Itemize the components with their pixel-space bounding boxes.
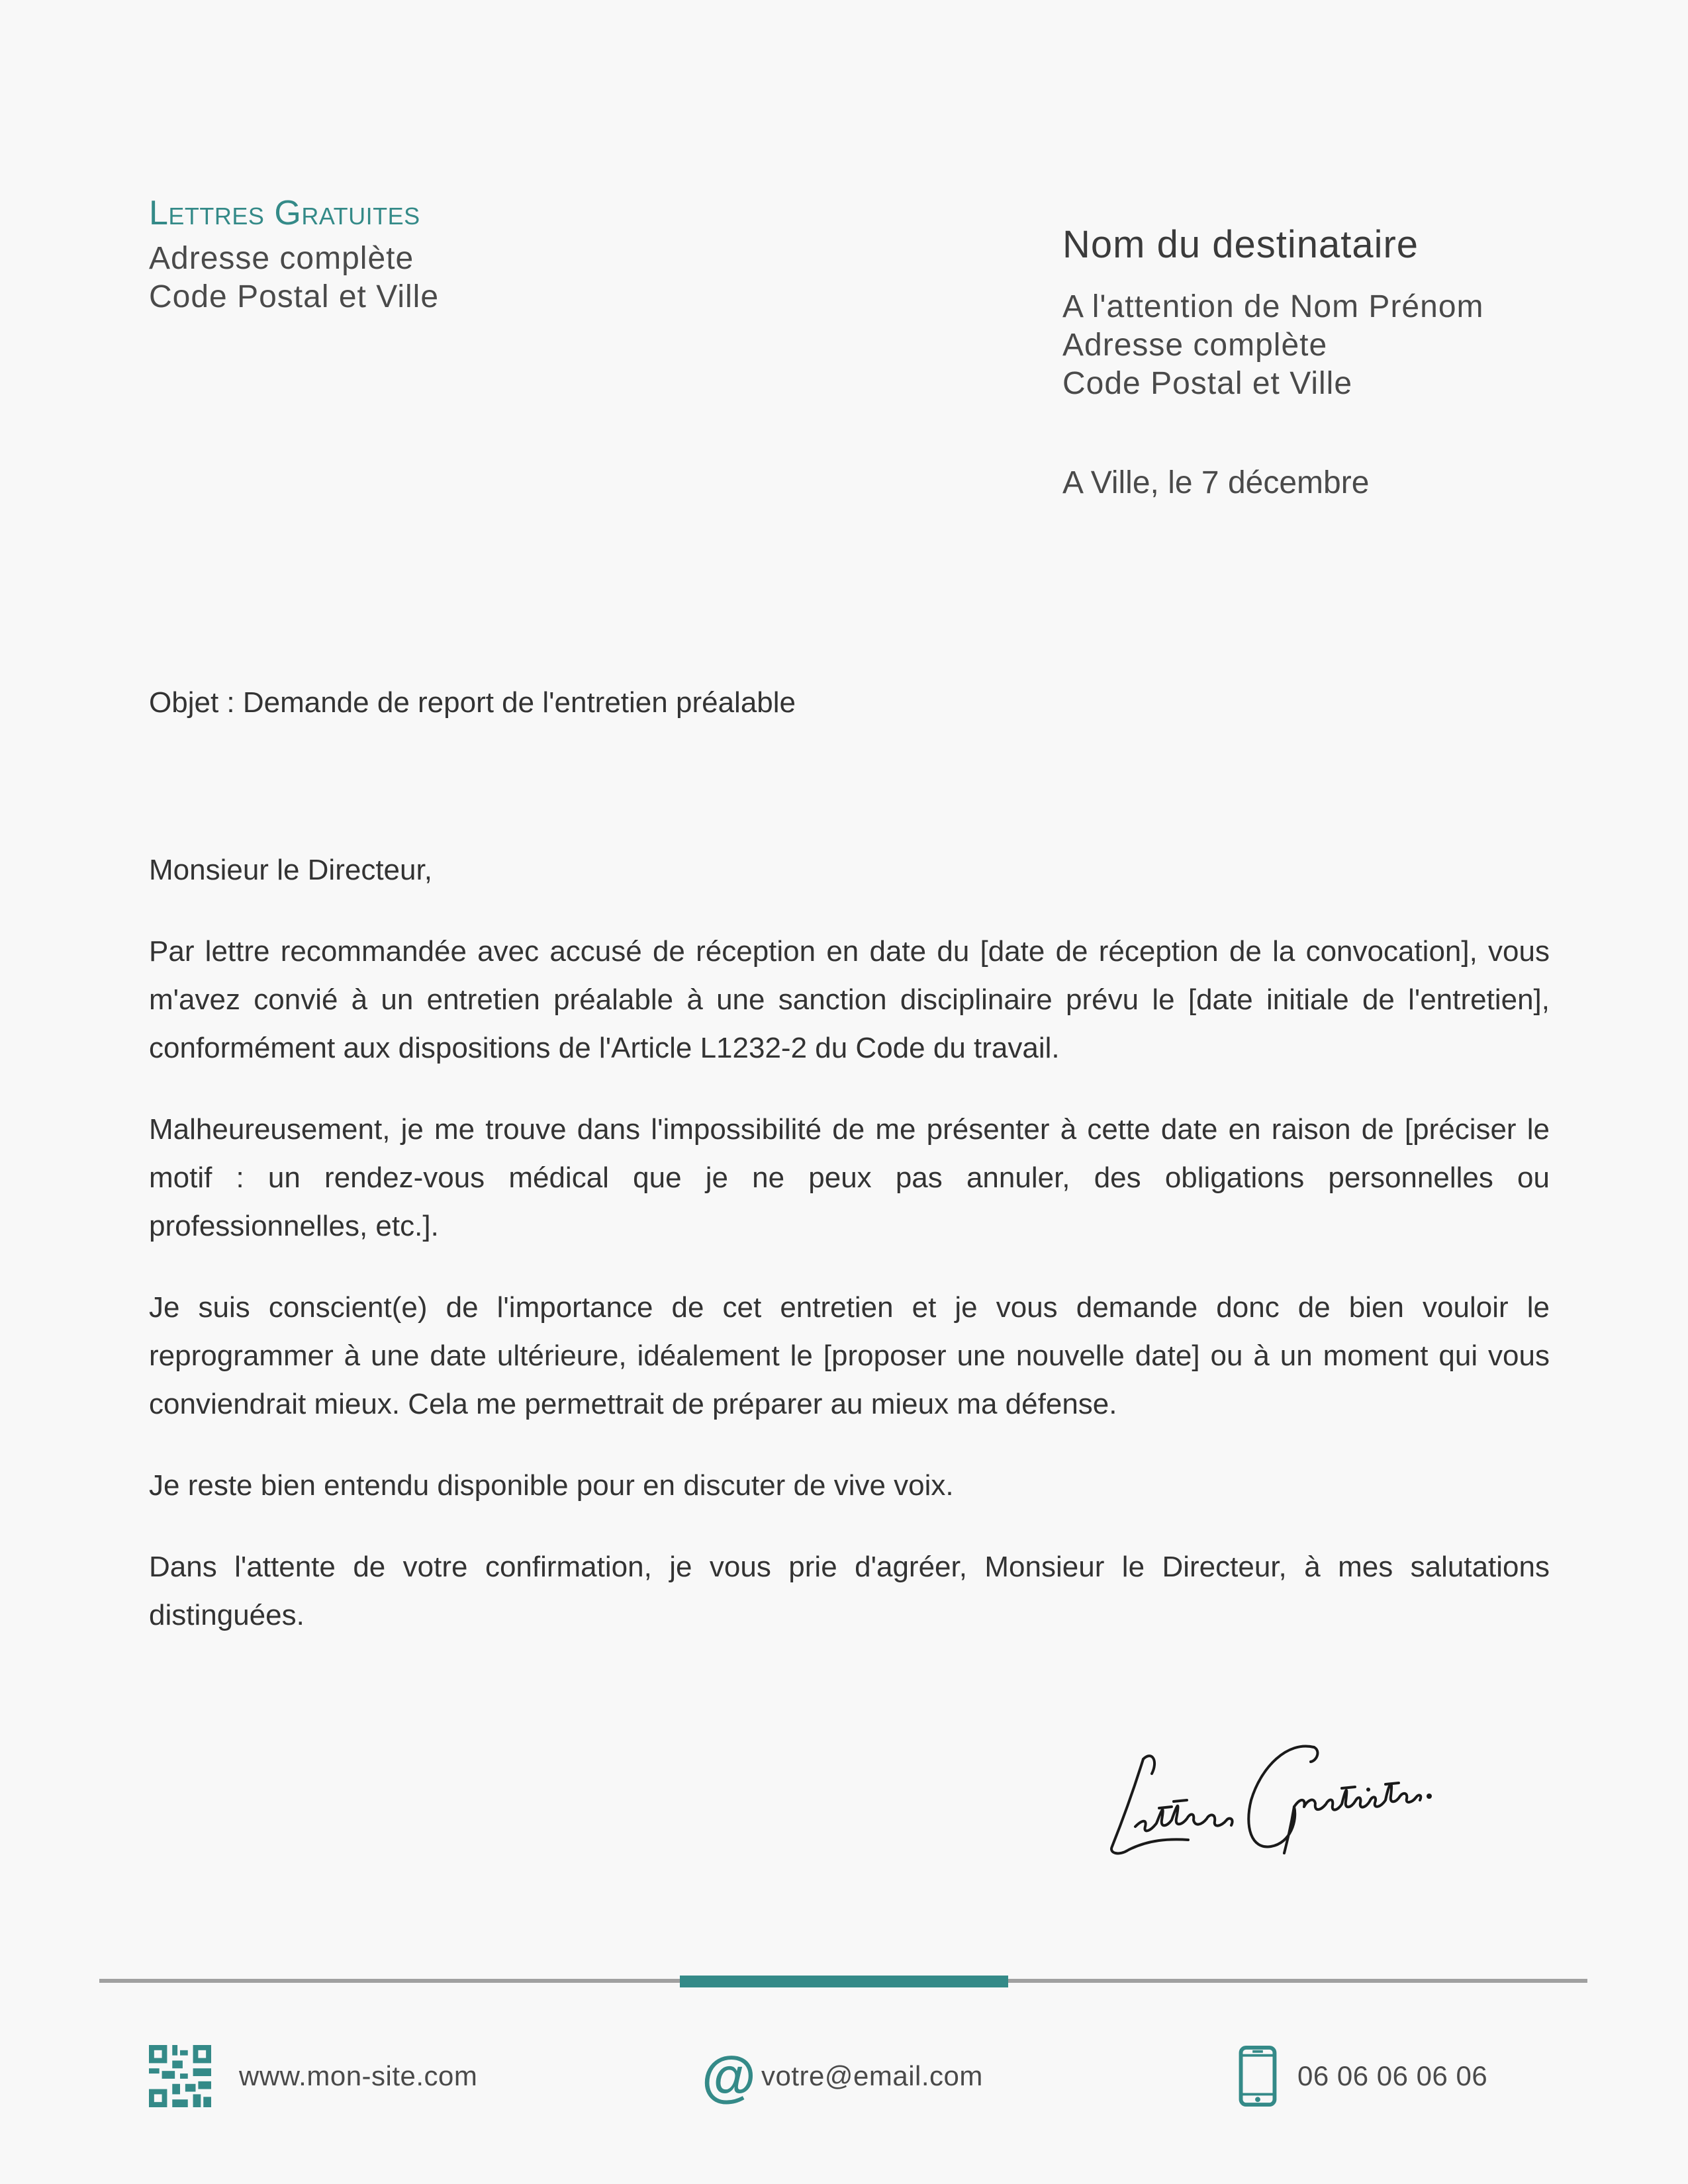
letter-salutation: Monsieur le Directeur, <box>149 854 432 886</box>
footer-website <box>149 2045 477 2107</box>
recipient-address: Adresse complète <box>1062 328 1328 363</box>
at-icon: @ <box>702 2045 756 2107</box>
sender-city: Code Postal et Ville <box>149 279 440 314</box>
letter-subject: Objet : Demande de report de l'entretien préalable <box>149 686 796 719</box>
recipient-name: Nom du destinataire <box>1062 223 1419 266</box>
body-paragraph: Par lettre recommandée avec accusé de réception en date du [date de réception de la convocation], vous m'avez convié à un entretien préalable à une sanction disciplinaire prévu le [date initiale de l'entretien], conformément aux dispositions de l'Article L1232-2 du Code du travail. <box>149 935 1550 1064</box>
sender-name: Lettres Gratuites <box>149 194 420 232</box>
sender-address: Adresse complète <box>149 241 414 276</box>
recipient-block <box>1062 215 1645 403</box>
recipient-attention: A l'attention de Nom Prénom <box>1062 289 1484 324</box>
sender-block <box>149 187 745 316</box>
letter-body <box>149 846 1550 1672</box>
body-paragraph: Dans l'attente de votre confirmation, je vous prie d'agréer, Monsieur le Directeur, à mes salutations distinguées. <box>149 1551 1550 1631</box>
footer-phone-text[interactable]: 06 06 06 06 06 <box>1297 2060 1488 2091</box>
signature <box>1096 1721 1453 1873</box>
letter-date: A Ville, le 7 décembre <box>1062 465 1370 500</box>
footer-phone <box>1238 2045 1487 2107</box>
phone-icon <box>1238 2045 1278 2107</box>
body-paragraph: Malheureusement, je me trouve dans l'impossibilité de me présenter à cette date en raison de [préciser le motif : un rendez-vous médical que je ne peux pas annuler, des obligations personnelles ou professionnelles, etc.]. <box>149 1113 1550 1242</box>
footer-email-text[interactable]: votre@email.com <box>761 2060 983 2091</box>
body-paragraph: Je suis conscient(e) de l'importance de cet entretien et je vous demande donc de bien vouloir le reprogrammer à une date ultérieure, idéalement le [proposer une nouvelle date] ou à un moment qui vous conviendrait mieux. Cela me permettrait de préparer au mieux ma défense. <box>149 1291 1550 1420</box>
body-paragraph: Je reste bien entendu disponible pour en discuter de vive voix. <box>149 1469 954 1502</box>
qr-code-icon <box>149 2045 211 2107</box>
footer-email <box>702 2045 983 2107</box>
footer-accent-bar <box>680 1976 1008 1987</box>
recipient-city: Code Postal et Ville <box>1062 366 1353 401</box>
footer-website-text[interactable]: www.mon-site.com <box>239 2060 478 2091</box>
